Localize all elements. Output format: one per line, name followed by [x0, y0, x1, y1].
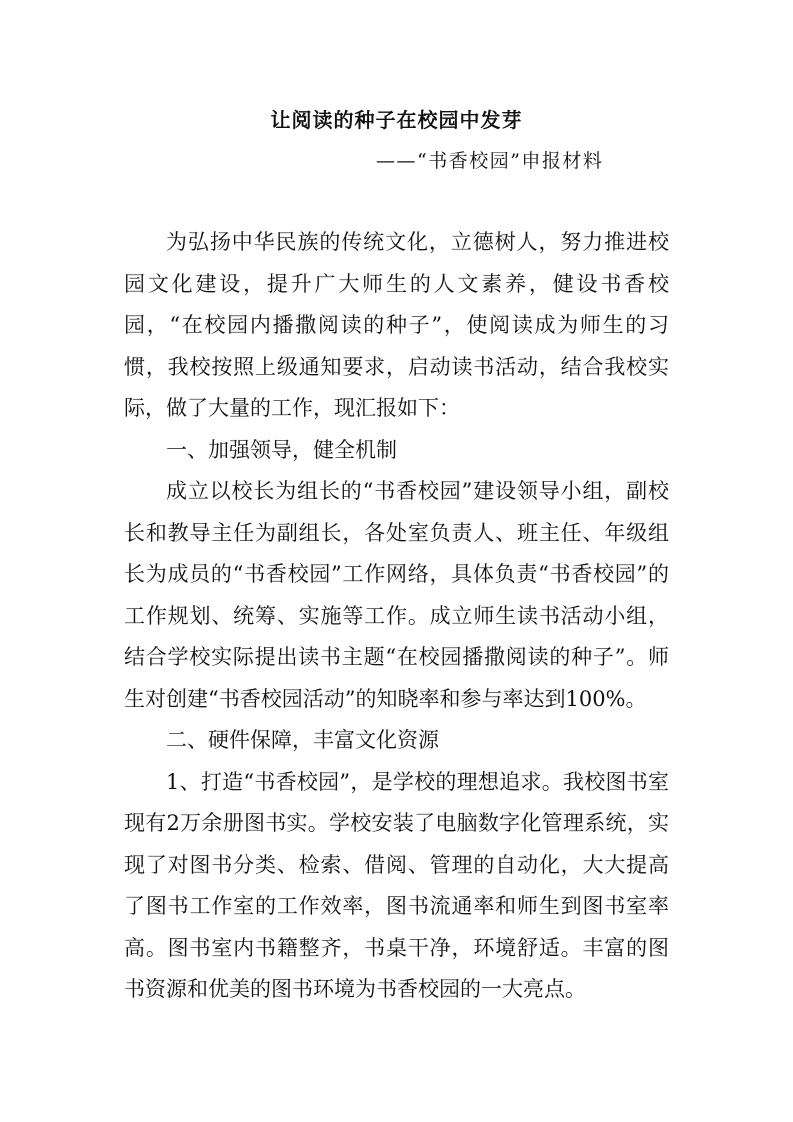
document-title: 让阅读的种子在校园中发芽 [270, 108, 523, 132]
section-heading-1: 一、加强领导，健全机制 [166, 437, 397, 462]
document-body [124, 222, 669, 1011]
paragraph-library: 1、打造“书香校园”，是学校的理想追求。我校图书室现有2万余册图书实。学校安装了电脑数字化管理系统，实现了对图书分类、检索、借阅、管理的自动化，大大提高了图书工作室的工作效率，图书流通率和师生到图书室率高。图书室内书籍整齐，书桌干净，环境舒适。丰富的图书资源和优美的图书环境为书香校园的一大亮点。 [124, 769, 669, 1001]
section-heading-2: 二、硬件保障，丰富文化资源 [166, 728, 439, 752]
document-subtitle: ——“书香校园”申报材料 [376, 150, 604, 172]
paragraph-leadership: 成立以校长为组长的“书香校园”建设领导小组，副校长和教导主任为副组长，各处室负责人、班主任、年级组长为成员的“书香校园”工作网络，具体负责“书香校园”的工作规划、统筹、实施等工作。成立师生读书活动小组，结合学校实际提出读书主题“在校园播撒阅读的种子”。师生对创建“书香校园活动”的知晓率和参与率达到100%。 [124, 479, 669, 711]
paragraph-intro: 为弘扬中华民族的传统文化，立德树人，努力推进校园文化建设，提升广大师生的人文素养，健设书香校园，“在校园内播撒阅读的种子”，使阅读成为师生的习惯，我校按照上级通知要求，启动读书活动，结合我校实际，做了大量的工作，现汇报如下： [124, 230, 669, 420]
